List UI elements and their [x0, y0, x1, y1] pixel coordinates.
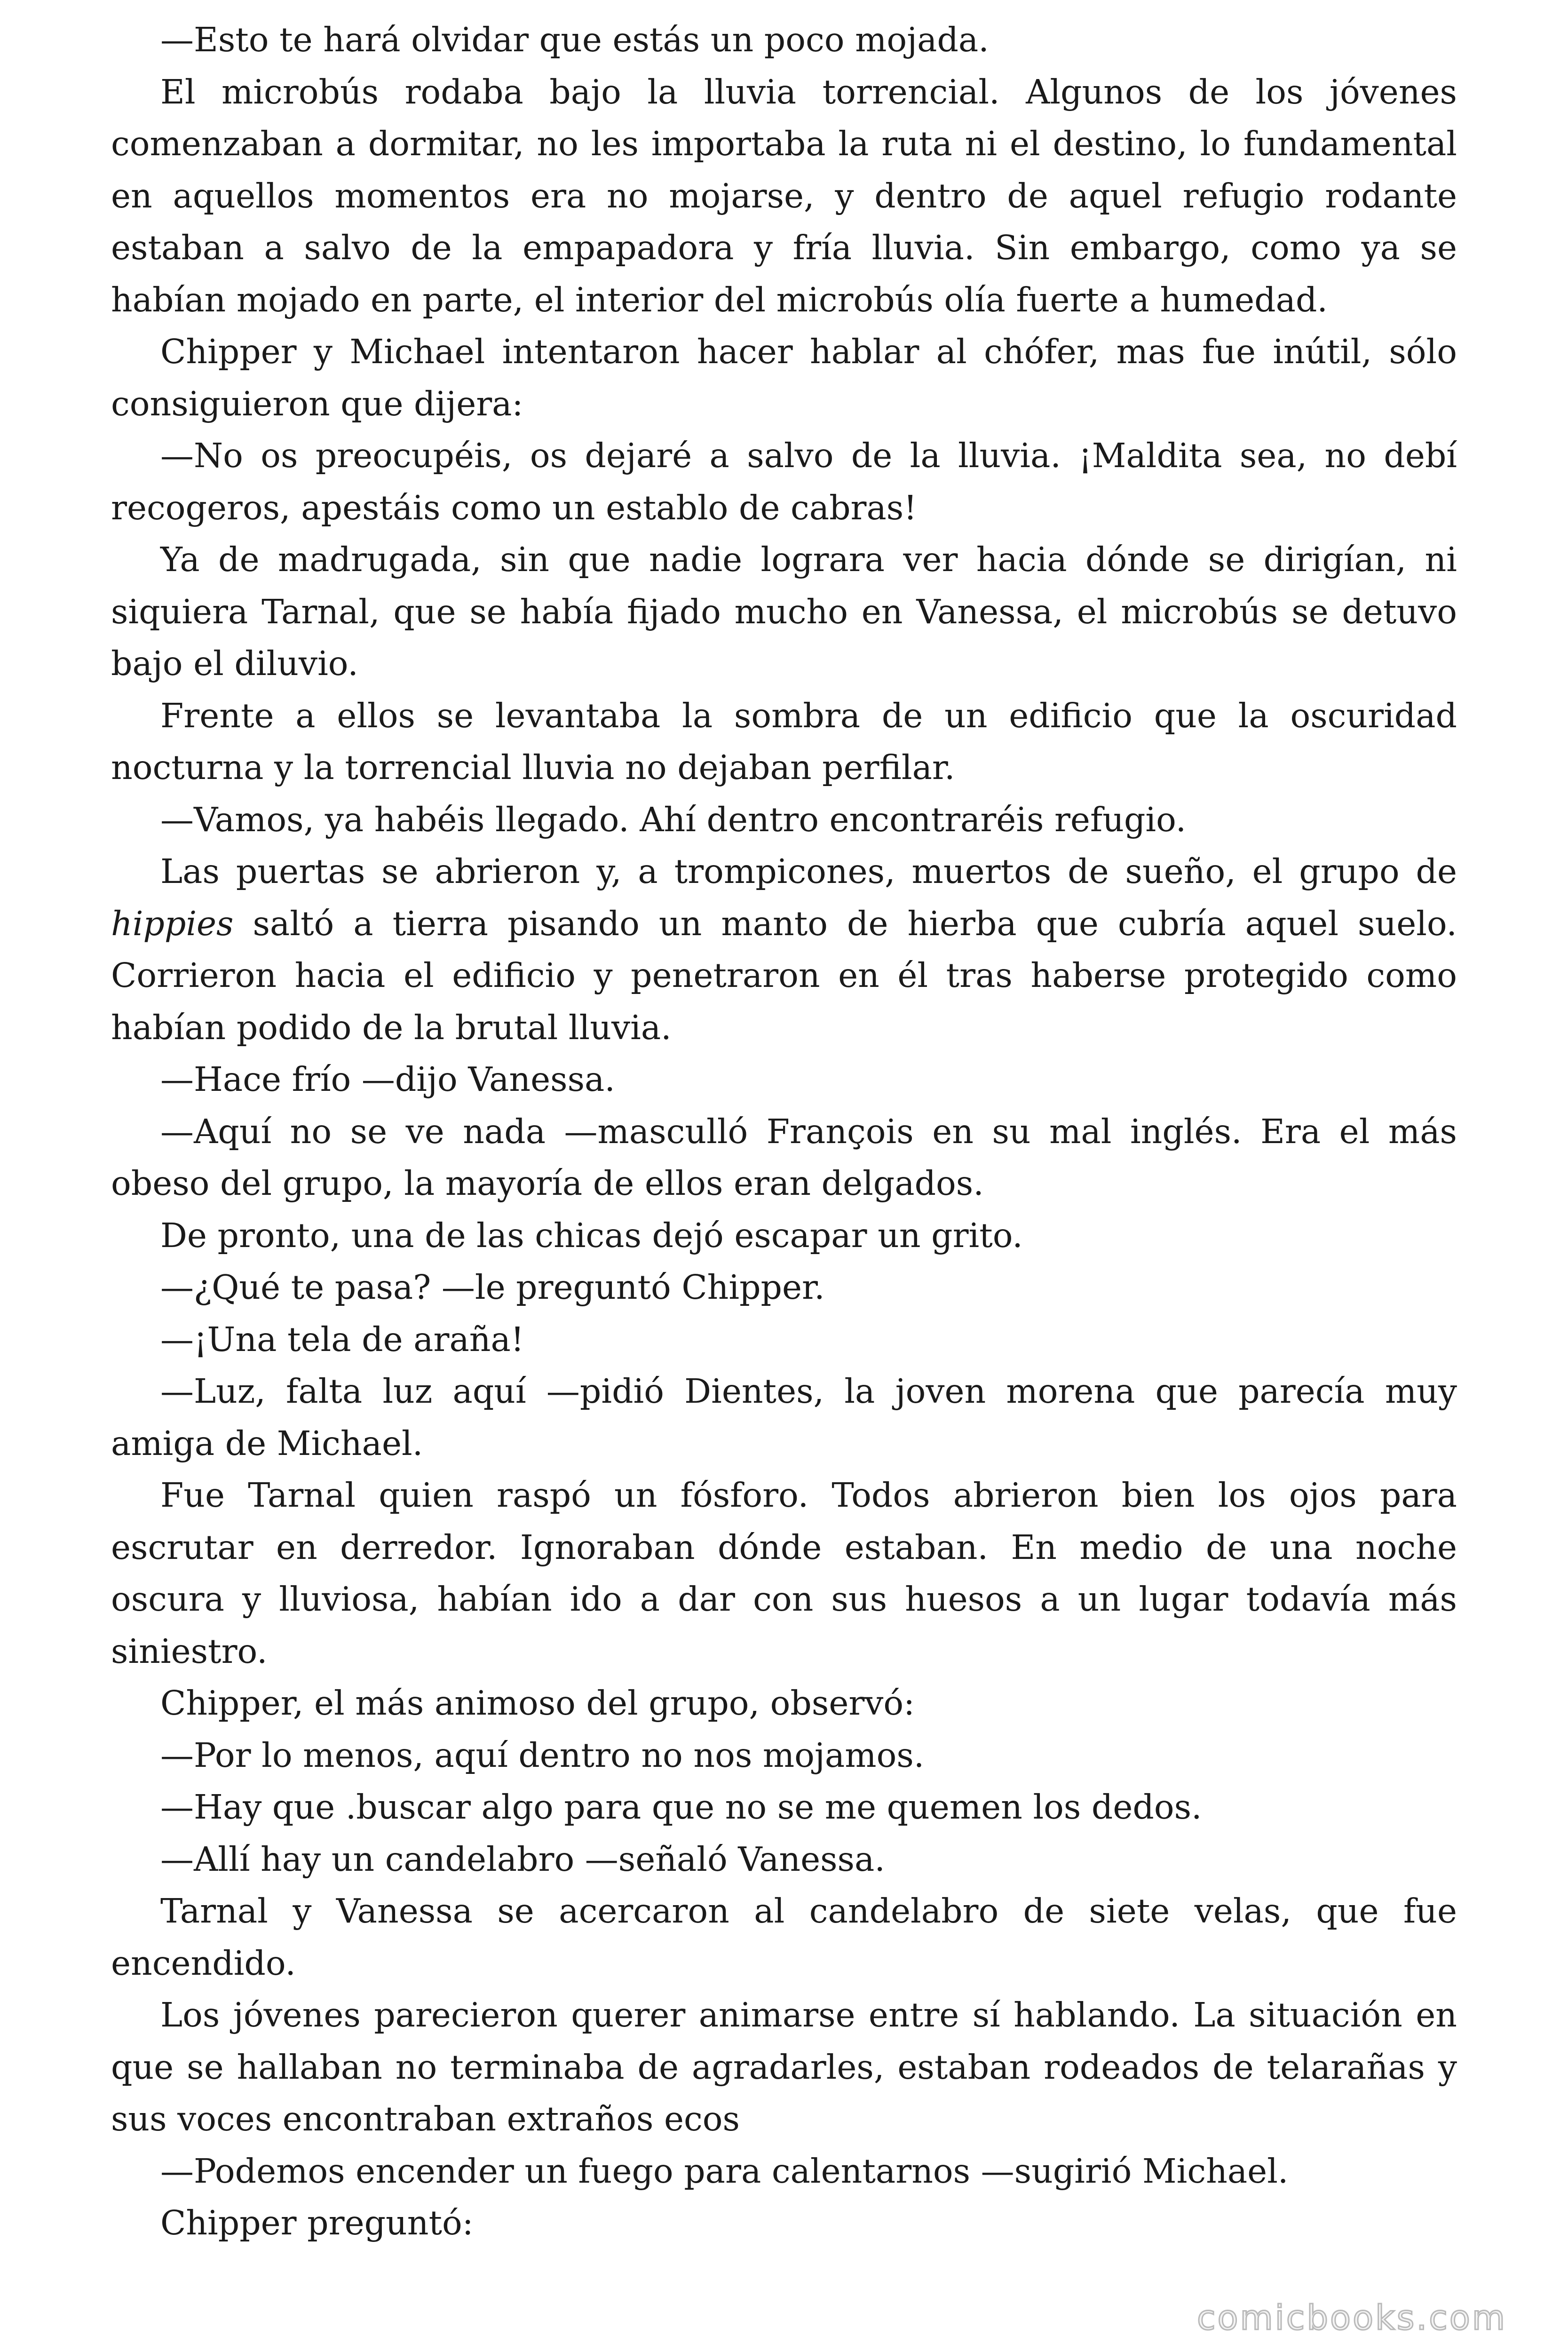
paragraph: Tarnal y Vanessa se acercaron al candelabro de siete velas, que fue encendido.: [111, 1891, 1457, 1983]
paragraph: —Por lo menos, aquí dentro no nos mojamos.: [160, 1735, 925, 1775]
paragraph: —Hace frío —dijo Vanessa.: [160, 1060, 615, 1099]
paragraph: —Allí hay un candelabro —señaló Vanessa.: [160, 1839, 885, 1879]
paragraph-text: saltó a tierra pisando un manto de hierba que cubría aquel suelo. Corrieron hacia el edificio y penetraron en él tras haberse protegido como habían podido de la brutal lluvia.: [111, 904, 1457, 1047]
paragraph-text: Las puertas se abrieron y, a trompicones, muertos de sueño, el grupo de: [160, 852, 1457, 891]
paragraph: El microbús rodaba bajo la lluvia torrencial. Algunos de los jóvenes comenzaban a dormitar, no les importaba la ruta ni el destino, lo fundamental en aquellos momentos era no mojarse, y dentro de aquel refugio rodante estaban a salvo de la empapadora y fría lluvia. Sin embargo, como ya se habían mojado en parte, el interior del microbús olía fuerte a humedad.: [111, 72, 1457, 319]
paragraph: —Vamos, ya habéis llegado. Ahí dentro encontraréis refugio.: [160, 800, 1187, 839]
paragraph: —Luz, falta luz aquí —pidió Dientes, la joven morena que parecía muy amiga de Michael.: [111, 1372, 1457, 1463]
paragraph: Ya de madrugada, sin que nadie lograra ver hacia dónde se dirigían, ni siquiera Tarnal, que se había fijado mucho en Vanessa, el microbús se detuvo bajo el diluvio.: [111, 540, 1457, 683]
paragraph: —Aquí no se ve nada —masculló François en su mal inglés. Era el más obeso del grupo, la mayoría de ellos eran delgados.: [111, 1112, 1457, 1203]
paragraph: Chipper preguntó:: [160, 2203, 474, 2242]
paragraph: Fue Tarnal quien raspó un fósforo. Todos abrieron bien los ojos para escrutar en derredor. Ignoraban dónde estaban. En medio de una noche oscura y lluviosa, habían ido a dar con sus huesos a un lugar todavía más siniestro.: [111, 1476, 1457, 1671]
paragraph: —No os preocupéis, os dejaré a salvo de la lluvia. ¡Maldita sea, no debí recogeros, apestáis como un establo de cabras!: [111, 436, 1457, 527]
paragraph: De pronto, una de las chicas dejó escapar un grito.: [160, 1216, 1023, 1255]
paragraph: —¡Una tela de araña!: [160, 1319, 524, 1359]
paragraph: Chipper y Michael intentaron hacer hablar al chófer, mas fue inútil, sólo consiguieron que dijera:: [111, 332, 1457, 423]
paragraph: Chipper, el más animoso del grupo, observó:: [160, 1684, 915, 1723]
paragraph: Los jóvenes parecieron querer animarse entre sí hablando. La situación en que se hallaban no terminaba de agradarles, estaban rodeados de telarañas y sus voces encontraban extraños ecos: [111, 1995, 1457, 2138]
italic-word: hippies: [111, 904, 234, 943]
paragraph: Frente a ellos se levantaba la sombra de un edificio que la oscuridad nocturna y la torrencial lluvia no dejaban perfilar.: [111, 696, 1457, 787]
paragraph: —Hay que .buscar algo para que no se me quemen los dedos.: [160, 1788, 1202, 1827]
paragraph: —Podemos encender un fuego para calentarnos —sugirió Michael.: [160, 2151, 1289, 2191]
paragraph: —Esto te hará olvidar que estás un poco mojada.: [160, 20, 989, 59]
watermark: comicbooks.com: [1196, 2298, 1507, 2337]
body-text: [111, 14, 1457, 2249]
paragraph: —¿Qué te pasa? —le preguntó Chipper.: [160, 1268, 825, 1307]
paragraph: [111, 846, 1457, 1054]
